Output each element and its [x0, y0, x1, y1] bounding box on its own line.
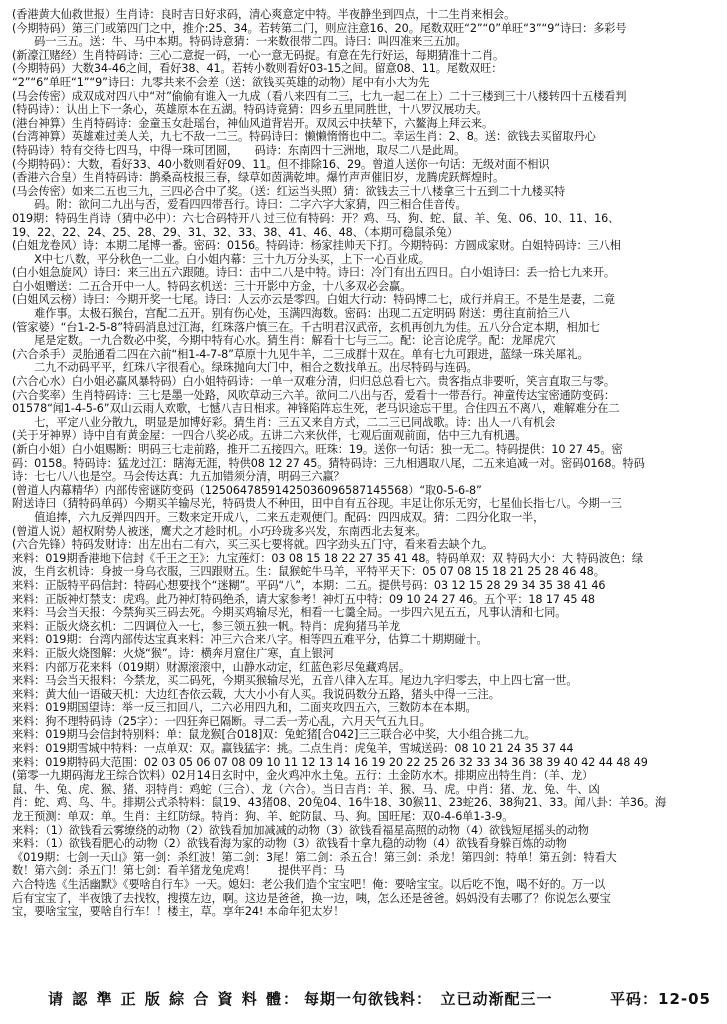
text-line: 来料：019期特码大范围：02 03 05 06 07 08 09 10 11 12 13 14 16 19 20 22 25 26 32 33 34 36 38 39 40 42 44 48 49 — [12, 755, 648, 769]
text-line: (今期特码）：大数，看好33、40小数则看好09、11。但不排除16、29。曾道人送你一句话：无级对面不相识 — [12, 157, 550, 171]
text-line: 难作事。太极石猴台，宫配二五开。别有伤心处，玉满四海数。密码：出现二五定明码 附送：勇往直前拾三八 — [12, 307, 570, 321]
text-line: 来料：019期国望诗：举一反三扣回八，二六必用四九和，二面夹攻四五六，三数防本在本期。 — [12, 701, 477, 715]
text-line: 《019期：七剑一天山》第一剑：杀红波！第二剑：3尾！第二剑：杀五合！第三剑：杀龙！第四剑：特单！第五剑：特看大 — [12, 850, 617, 864]
text-line: 数！第六剑：杀五门！第七剑：看羊猪龙兔虎鸡！ 提供平肖：马 — [12, 864, 345, 878]
text-line: 来料：019期：台湾内部传达宝真来料：冲三六合来八字。相等四五难平分，估算二十期期碰十。 — [12, 633, 488, 647]
text-line: (今期特码）第三门或第四门之中，推介:25、34。若转第二门，则应注意16、20。尾数双旺“2”“0”单旺“3”“9”诗曰：多彩号 — [12, 21, 627, 35]
text-line: 码：0158。特码诗：猛龙过江：瞎海无涯，特供08 12 27 45。猜特码诗：三九相遇取八尾，二五来追减一对。密码0168。特码 — [12, 456, 645, 470]
text-line: 来料：019期雪城中特料：一点单双：双。赢钱猛字：挑。二点生肖：虎兔羊，雪城送码：08 10 21 24 35 37 44 — [12, 742, 574, 756]
text-line: 来料：019期香港地下信封《千王之王》：九宝莲灯：03 08 15 18 22 27 35 41 48。特码单双：双 特码大小：大 特码波色：绿 — [12, 551, 643, 565]
text-line: 龙王预测：单双：单。生肖：主红防绿。特肖：狗、羊、蛇防鼠、马、狗。国旺尾：双0-4-6单1-3-9。 — [12, 810, 514, 824]
text-line: 来料：马会当天报：今禁狗买三码去死。今期买鸡输尽光，相看一七羹全局。一步四六见五五，凡事认清和七同。 — [12, 606, 567, 620]
text-line: 来料：正版特平码信封：特码心想要找个“迷糊”。平码“八”，本期：二五。提供号码：03 12 15 28 29 34 35 38 41 46 — [12, 578, 606, 592]
text-line: 附送诗曰（猜特码单码）今期买羊输尽光，特码贵人不种田，田中自有五谷现。丰足让你乐无穷，七星仙长指七八。今期一三 — [12, 497, 622, 511]
text-line: 01578“闻1-4-5-6”双山云雨人欢歌，七憾八吉日相求。神锋陷阵忘生死，老马识途忘干里。合住四五不离八，难解难分在二 — [12, 402, 620, 416]
text-line: 波，生肖玄机诗：身披一身乌衣服，三四跟财五。生：鼠猴蛇牛马羊，平特平天下：05 07 08 15 18 21 25 28 46 48。 — [12, 565, 605, 579]
footer-code: 平码：12-05 — [610, 989, 711, 1008]
text-line: 白小姐赠送：二五合开中一人。特码玄机送：三十开影中方金，十八多双必会赢。 — [12, 279, 412, 293]
text-line: “2”“6”单旺“1”“9”诗曰：九零共来不会差（送：欲钱买英雄的动物）尾中有小大为先 — [12, 75, 430, 89]
text-line: X中七八数，平分秋色一二业。白小姐内幕：三十九万分头买，上下一心百业成。 — [12, 252, 430, 266]
text-line: 019期：特码生肖诗（猜中必中）：六七合码特开八 过三位有特码：开？鸡、马、狗、蛇、鼠、羊、兔、06、10、11、16、 — [12, 211, 620, 225]
text-line: 码。附：欲问二九出与否，爱看四四带吾行。诗曰：二字六字大家猜，四三相合佳音传。 — [12, 198, 467, 212]
text-line: 来料：内部万花来料（019期）财源滚滚中，山静水动定，红蓝色彩尽兔藏鸡居。 — [12, 660, 411, 674]
text-line: (曾道人内幕精华）内部传密谜防变码（12506478591425036096587145568）“取0-5-6-8” — [12, 483, 482, 497]
text-line: (六合心水）白小姐必赢风暴特码）白小姐特码诗：一单一双难分清，归归总总看七六。贵客指点非要听，笑言直取三与零。 — [12, 375, 615, 389]
text-line: (台湾神算）英雄难过美人关，九七不敌一二三。特码诗曰：懒懒惰惰也中二。幸运生肖：2、8。送：欲钱去买留取丹心 — [12, 130, 596, 144]
footer-bar — [0, 978, 727, 1018]
text-line: (新白小姐）白小姐赐断：明码三七走前路，推开二五接四六。旺珠：19。送你一句话：独一无二。特码提供：10 27 45。密 — [12, 443, 623, 456]
text-line: 肖：蛇、鸡、鸟、牛。排期公式杀特料：鼠19、43猪08、20兔04、16牛18、30猴11、23蛇26、38狗21、33。闻八卦：羊36。海 — [12, 796, 667, 810]
text-line: 值追捧，六九反弹四四开。三数来定开成八，二来五走观便门。配码：四四成双。猜：二四分化取一半， — [12, 510, 545, 524]
text-line: 来料：019期马会信封特别料：单：鼠龙猴[合018]双：兔蛇猪[合042]三三联合必中奖，大小组合挑二九。 — [12, 728, 536, 742]
text-line: (白姐龙卷风）诗：本期二尾博一番。密码：0156。特码诗：杨家挂帅天下打。今期特码：方圆成家财。白姐特码诗：三八相 — [12, 239, 621, 253]
text-line: (马会传密）成双成对四八中“对”偷偷有谁入一九成（看八来四有二三，七九一起二在上）二十三楼到三十八楼转四十五楼看判 — [12, 89, 627, 103]
text-body — [12, 8, 717, 919]
text-line: (白小姐急旋风）诗曰：来三出五六跟随。诗曰：击中二八是中特。诗曰：冷门有出五四日。白小姐诗曰：丢一拾七九来开。 — [12, 266, 615, 280]
text-line: 后有宝宝了，半夜饿了去找牧，搜摸左边，啊。这边是爸爸，换一边，咦，怎么还是爸爸。妈妈没有去哪了？你说怎么要宝 — [12, 891, 611, 905]
text-line: 鼠、牛、兔、虎、猴、猪、羽特肖：鸡蛇（三合）、龙（六合）。当日吉肖：羊、猴、马、虎。中肖：猪、龙、兔、牛、凶 — [12, 782, 600, 796]
text-line: (港台神算）生肖特码诗：金童玉女赴瑶台，神仙风道背岩开。双凤云中扶辇下，六鳌海上拜云来。 — [12, 116, 494, 130]
text-line: 六合特选《生活幽默》《要啥自行车》一天。媳妇：老公我们造个宝宝吧！俺：要啥宝宝。以后吃不饱，喝不好的。万一以 — [12, 878, 606, 891]
text-line: 尾是定数。一九合数必中奖，今期中特有心水。猜生肖：解看十七与三二。配：论言论虎学。配：龙犀虎穴 — [12, 334, 556, 348]
text-line: (特码诗）特有交待七四马，中得一珠可团圆， 码诗：东南四十三洲地，取尽二八是此周。 — [12, 143, 466, 157]
text-line: (今期特码）大数34-46之间，看好38、41。若转小数则看好03-15之间。留意08、11。尾数双旺： — [12, 62, 503, 76]
text-line: 19、22、22、24、25、28、29、31、32、33、38、41、46、48、（本期可稳鼠杀兔） — [12, 225, 458, 239]
text-line: (六合杀手）灵胎通看二四在六前“相1-4-7-8”草原十九见牛羊，二三成群十双在。单有七九可跟进，蓝绿一珠关犀礼。 — [12, 347, 589, 361]
footer-riddle: 每期一句欲钱料： 立已动渐配三一 — [304, 989, 553, 1008]
text-line: (新濠江赌经）生肖特码诗：三心二意捉一码，一心一意无码捉。有意在先行好运，每期猜准十二肖。 — [12, 48, 505, 62]
text-line: (白姐风云榜）诗曰：今期开奖一七尾。诗曰：人云亦云是零四。白姐大行动：特码博二七，成行并肩王。不是生是妻，二竟 — [12, 293, 615, 307]
text-line: 来料：（1）欲钱看肥心的动物（2）欲钱看海为家的动物（3）欲钱看十拿九稳的动物（4）欲钱看身躲百炼的动物 — [12, 837, 567, 851]
text-line: 诗：七七八八也是空。马会传达真：九五加错须分清，明码三六赢？ — [12, 470, 345, 484]
footer-left-label: 请 認 準 正 版 綜 合 資 料 體： — [48, 989, 301, 1008]
text-line: (关于牙神界）诗中自有黄金屋：一四合八奖必成。五讲二六来伙伴，七观后面观前面，估中三九有机遇。 — [12, 429, 527, 443]
text-line: (第零一九期码海龙王综合饮料）02月14日玄时中，金火鸡冲水土兔。五行：土金防水木。排期应出特生肖：（羊、龙） — [12, 769, 594, 783]
text-line: 码一三五。送：牛、马中本期。特码诗意猜：一来数很带二四。诗曰：叫四准来三五加。 — [12, 35, 467, 49]
text-line: 来料：正版火烧玄机：二四调位入一七，参三领五独一帆。特肖：虎狗猪马羊龙 — [12, 619, 401, 633]
text-line: 七，平定八业分散九，明显是加博好彩。猜生肖：三五又来自方式，二二三已同战歌。诗：出人一八有机会 — [12, 415, 556, 429]
text-line: (六合先锋）特码发财诗：出左出右二有六，买三买七要将就。四字劲头五门守，看来看去缺个九。 — [12, 538, 494, 552]
text-line: (马会传密）如来二五也三九，三四必合中了奖。（送：红运当头照）猜：欲钱去三十八楼拿三十五到二十九楼买特 — [12, 184, 566, 198]
text-line: 来料：黄大仙一语破天机：大边红杏依云载，大大小小有人买。我说码数分五路，猪头中得一三注。 — [12, 687, 500, 701]
text-line: (香港黄大仙救世报）生肖诗：良时吉日好求码，清心爽意定中特。半夜静坐到四点，十二生肖来相会。 — [12, 8, 516, 21]
text-line: (曾道人说）超权附势人被迷，鹰犬之才趁时机。小巧玲珑多兴发，东南西北去复来。 — [12, 524, 427, 538]
text-line: (管家婆）“台1-2-5-8”特码消息过江海，红珠落户慎三在。千古明君汉武帝，玄机再创九为佳。五八分合定本期，相加七 — [12, 320, 600, 334]
text-line: 来料：正版神灯禁支：虎鸡。此乃神灯特码绝杀，请大家参考！神灯五中特：09 10 24 27 46。五个平：18 17 45 48 — [12, 592, 595, 606]
text-line: 来料：（1）欲钱看云雾缭绕的动物（2）欲钱看加加减减的动物（3）欲钱看福星高照的动物（4）欲钱短尾摇头的动物 — [12, 823, 589, 837]
text-line: 来料：马会当天报料：今禁龙，买二码死，今期买猴输尽光，五音八律入左耳。尾边九字归零去，中上四七富一世。 — [12, 674, 578, 688]
text-line: 宝，要啥宝宝，要啥自行车！！楼主，草。享年24! 本命年犯太岁！ — [12, 905, 345, 919]
text-line: (香港六合皇）生肖特码诗：鹊桑高枝报三春，绿草如茵满乾坤。爆竹声声催旧岁，龙腾虎跃辉煌时。 — [12, 171, 505, 185]
text-line: 来料：正版火烧图解：火烧“猴”。诗：横奔月窟住广寒，直上银河 — [12, 646, 334, 660]
text-line: 二九不动码平平，红珠八字很看心。绿珠抛向大门中，相合之数找单五。出尽特码与连码。 — [12, 361, 478, 375]
text-line: (六合奖率）生肖特码诗：三七是墨一处路，风吹草动三六羊。欲问二八出与否，爱看十一带吾行。神童传达宝密通防变码： — [12, 388, 615, 402]
text-line: 来料：狗不理特码诗（25字）：一四狂奔已隔断。寻二丢一芳心乱，六月天气五九日。 — [12, 714, 431, 728]
text-line: (特码诗）：认出上下一条心，英雄原本在五湖。特码诗竟猜：四乡五里同胜世，十八罗汉展功夫。 — [12, 103, 488, 117]
